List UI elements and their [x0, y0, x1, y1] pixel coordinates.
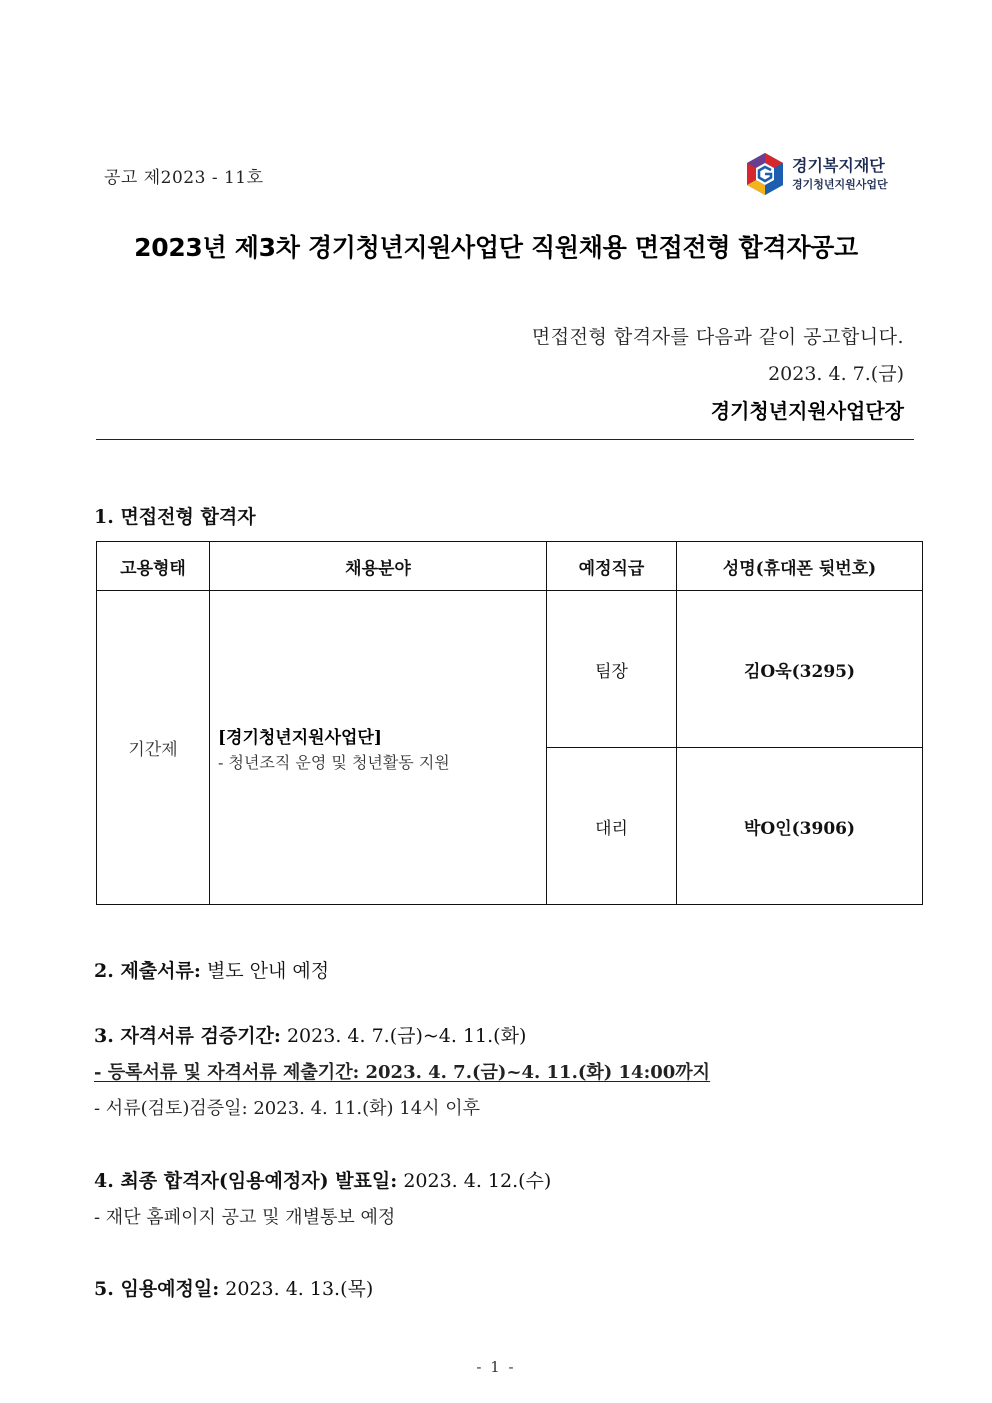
section2-value: 별도 안내 예정 [206, 960, 330, 982]
section4-label: 4. 최종 합격자(임용예정자) 발표일: [94, 1170, 398, 1192]
name-cell: 박O인(3906) [677, 748, 923, 905]
section3-label: 3. 자격서류 검증기간: [94, 1025, 281, 1047]
page-title: 2023년 제3차 경기청년지원사업단 직원채용 면접전형 합격자공고 [134, 233, 858, 262]
section3-value: 2023. 4. 7.(금)~4. 11.(화) [286, 1025, 527, 1047]
header-employment-type: 고용형태 [97, 542, 210, 591]
issuer: 경기청년지원사업단장 [710, 399, 904, 423]
section5 [94, 1274, 373, 1301]
header-divider [96, 439, 914, 440]
foundation-logo [744, 151, 904, 199]
field-title: [경기청년지원사업단] [218, 727, 382, 748]
section3 [94, 1021, 526, 1048]
position-cell: 팀장 [547, 591, 677, 748]
position-cell: 대리 [547, 748, 677, 905]
page-number: - 1 - [476, 1358, 516, 1376]
field-cell [210, 591, 547, 905]
section4-line1: - 재단 홈페이지 공고 및 개별통보 예정 [94, 1207, 396, 1228]
section3-line2: - 서류(검토)검증일: 2023. 4. 11.(화) 14시 이후 [94, 1098, 481, 1119]
result-table [96, 541, 923, 905]
name-cell: 김O욱(3295) [677, 591, 923, 748]
section2 [94, 956, 329, 983]
header-position: 예정직급 [547, 542, 677, 591]
table-header-row [97, 542, 923, 591]
section1-heading: 1. 면접전형 합격자 [94, 506, 256, 528]
field-description: - 청년조직 운영 및 청년활동 지원 [218, 752, 450, 772]
table-row [97, 591, 923, 748]
section5-value: 2023. 4. 13.(목) [225, 1278, 374, 1300]
section3-line1: - 등록서류 및 자격서류 제출기간: 2023. 4. 7.(금)~4. 11.(화) 14:00까지 [94, 1062, 711, 1083]
section4 [94, 1166, 551, 1193]
section5-label: 5. 임용예정일: [94, 1278, 220, 1300]
header-name: 성명(휴대폰 뒷번호) [677, 542, 923, 591]
foundation-logo-icon [744, 151, 786, 197]
header-field: 채용분야 [210, 542, 547, 591]
section2-label: 2. 제출서류: [94, 960, 201, 982]
notice-number: 공고 제2023 - 11호 [104, 168, 264, 188]
section4-value: 2023. 4. 12.(수) [403, 1170, 552, 1192]
employment-type-cell: 기간제 [97, 591, 210, 905]
logo-name: 경기복지재단 [792, 156, 885, 175]
intro-text: 면접전형 합격자를 다음과 같이 공고합니다. [531, 326, 904, 348]
logo-subname: 경기청년지원사업단 [792, 178, 888, 191]
notice-date: 2023. 4. 7.(금) [768, 363, 904, 385]
